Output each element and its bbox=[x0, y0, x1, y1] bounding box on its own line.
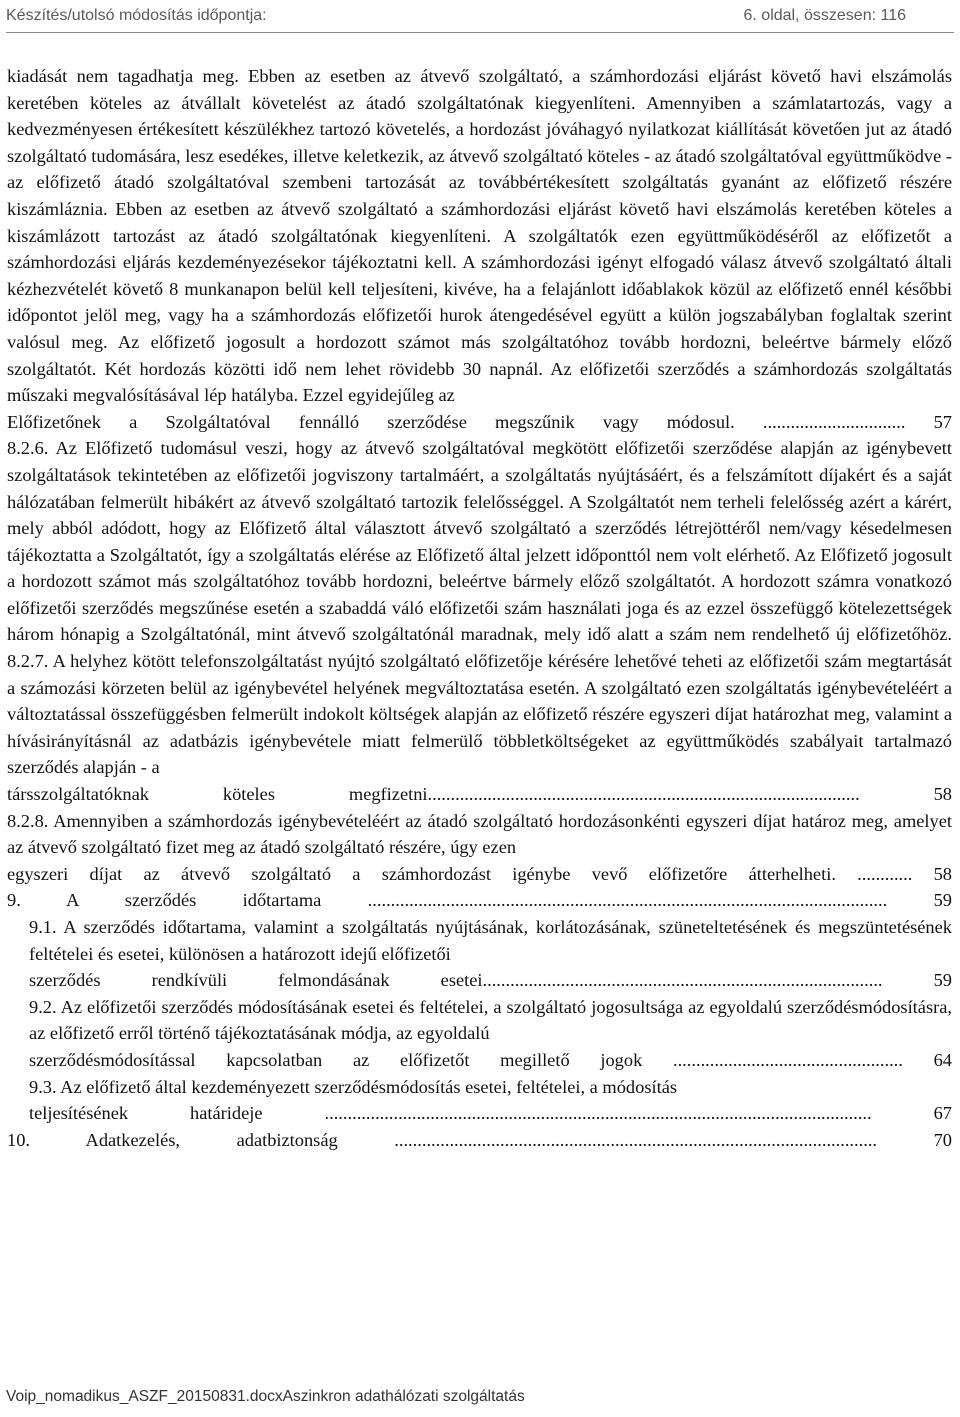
document-body bbox=[7, 63, 952, 1153]
paragraph-8-2-5-continued: kiadását nem tagadhatja meg. Ebben az esetben az átvevő szolgáltató, a számhordozási eljárást követő havi elszámolás keretében köteles az átvállalt követelést az átadó szolgáltatónak kiegyenlíteni. Amennyiben a számlatartozás, vagy a kedvezményesen értékesített készülékhez tartozó követelés, a hordozást jóváhagyó nyilatkozat kiállítását követően jut az átadó szolgáltató tudomására, lesz esedékes, illetve keletkezik, az átvevő szolgáltató köteles - az átadó szolgáltatóval együttműködve - az előfizető átadó szolgáltatóval szembeni tartozását az továbbértékesített szolgáltatás gyanánt az előfizető részére kiszámláznia. Ebben az esetben az átvevő szolgáltató a számhordozási eljárást követő havi elszámolás keretében köteles a kiszámlázott tartozást az átadó szolgáltatónak kiegyenlíteni. A szolgáltatók ezen együttműködéséről az előfizetőt a számhordozási eljárás kezdeményezésekor tájékoztatni kell. A számhordozási igényt elfogadó válasz átvevő szolgáltató általi kézhezvételét követő 8 munkanapon belül kell teljesíteni, kivéve, ha a felajánlott időablakok közül az előfizető ennél későbbi időpontot jelöl meg, vagy ha a számhordozás előfizetői hurok átengedésével együtt a külön jogszabályban foglaltak szerint valósul meg. Az előfizető jogosult a hordozott számot más szolgáltatóhoz tovább hordozni, beleértve bármely előző szolgáltatót. Két hordozás közötti idő nem lehet rövidebb 30 napnál. Az előfizetői szerződés a számhordozás szolgáltatás műszaki megvalósításával lép hatályba. Ezzel egyidejűleg az bbox=[7, 66, 952, 406]
paragraph-8-2-5-last-line: Előfizetőnek a Szolgáltatóval fennálló szerződése megszűnik vagy módosul. ............................... 57 bbox=[7, 411, 952, 432]
paragraph-8-2-8: 8.2.8. Amennyiben a számhordozás igénybevételéért az átadó szolgáltató hordozásonkénti egyszeri díjat határoz meg, amelyet az átvevő szolgáltató fizet meg az átadó szolgáltató részére, úgy ezen bbox=[7, 810, 952, 858]
toc-entry-9-3[interactable]: 9.3. Az előfizető által kezdeményezett szerződésmódosítás esetei, feltételei, a módosítás bbox=[29, 1076, 678, 1097]
toc-entry-9[interactable]: 9. A szerződés időtartama ................................................................................................................. 59 bbox=[7, 890, 952, 911]
toc-entry-9-3-last-line[interactable]: teljesítésének határideje ....................................................................................................................... 67 bbox=[29, 1103, 952, 1124]
paragraph-8-2-7-last-line: társszolgáltatóknak köteles megfizetni.............................................................................................. 58 bbox=[7, 784, 952, 805]
paragraph-8-2-8-last-line: egyszeri díjat az átvevő szolgáltató a számhordozást igénybe vevő előfizetőre átterhelheti. ............ 58 bbox=[7, 863, 952, 884]
toc-entry-9-2[interactable]: 9.2. Az előfizetői szerződés módosításának esetei és feltételei, a szolgáltató jogosultsága az egyoldalú szerződésmódosításra, az előfizető erről történő tájékoztatásának módja, az egyoldalú bbox=[29, 996, 952, 1044]
toc-entry-10[interactable]: 10. Adatkezelés, adatbiztonság ......................................................................................................... 70 bbox=[7, 1129, 952, 1150]
toc-entry-9-1[interactable]: 9.1. A szerződés időtartama, valamint a szolgáltatás nyújtásának, korlátozásának, szüneteltetésének és megszüntetésének feltételei és esetei, különösen a határozott idejű előfizetői bbox=[29, 917, 952, 964]
header-page-count: 6. oldal, összesen: 116 bbox=[743, 7, 906, 24]
toc-entry-9-2-last-line[interactable]: szerződésmódosítással kapcsolatban az előfizetőt megillető jogok .................................................. 64 bbox=[29, 1049, 952, 1070]
toc-entry-9-1-last-line[interactable]: szerződés rendkívüli felmondásának esetei....................................................................................... 59 bbox=[29, 970, 952, 991]
paragraph-8-2-6: 8.2.6. Az Előfizető tudomásul veszi, hogy az átvevő szolgáltatóval megkötött előfizetői szerződése alapján az igénybevett szolgáltatások tekintetében az előfizetői jogviszony tartalmáért, a szolgáltatás nyújtásáért, és a felszámított díjakért és a saját hálózatában felmerült hibákért az átvevő szolgáltató tartozik felelősséggel. A Szolgáltatót nem terheli felelősség azért a kárért, mely abból adódott, hogy az Előfizető által választott átvevő szolgáltató a szerződés létrejöttéről nem/vagy késedelmesen tájékoztatta a Szolgáltatót, így a szolgáltatás elérése az Előfizető által jelzett időponttól nem volt elérhető. Az Előfizető jogosult a hordozott számot más szolgáltatóhoz tovább hordozni, beleértve bármely előző szolgáltatót. A hordozott számra vonatkozó előfizetői szerződés megszűnése esetén a szabaddá váló előfizetői szám használati joga és az ezzel összefüggő kötelezettségek három hónapig a Szolgáltatónál, mint átvevő szolgáltatónál maradnak, mely idő alatt a szám nem rendelhető új előfizetőhöz. 8.2.7. A helyhez kötött telefonszolgáltatást nyújtó szolgáltató előfizetője kérésére lehetővé teheti az előfizetői szám megtartását a számozási körzeten belül az igénybevétel helyének megváltoztatása esetén. A szolgáltató ezen szolgáltatás igénybevételéért a változtatással összefüggésben felmerült indokolt költségek alapján az előfizető részére egyszeri díjat határozhat meg, valamint a hívásirányításnál az adatbázis igénybevétele miatt felmerülő többletköltségeket az együttműködés szabályait tartalmazó szerződés alapján - a bbox=[7, 438, 952, 778]
page-header bbox=[6, 2, 952, 30]
page-footer: Voip_nomadikus_ASZF_20150831.docxAszinkron adathálózati szolgáltatás bbox=[6, 1388, 525, 1405]
header-date-label: Készítés/utolsó módosítás időpontja: bbox=[6, 7, 267, 24]
header-divider bbox=[6, 32, 954, 33]
